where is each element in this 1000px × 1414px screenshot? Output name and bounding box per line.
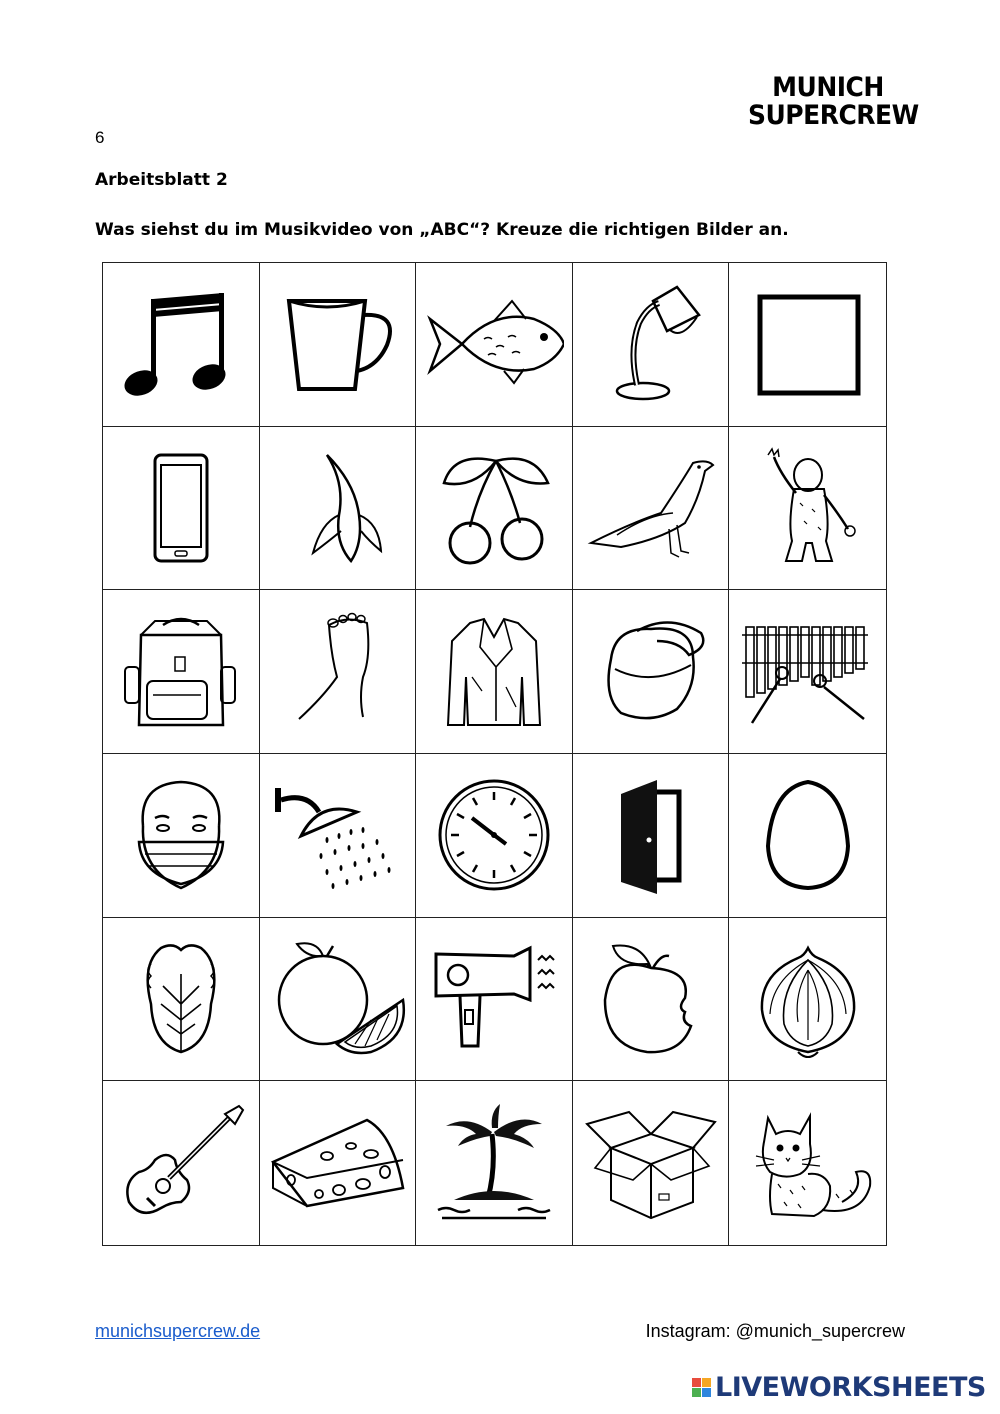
instruction-text: Was siehst du im Musikvideo von „ABC“? Kreuze die richtigen Bilder an. bbox=[95, 220, 789, 240]
picture-grid bbox=[102, 262, 887, 1246]
logo-square-3 bbox=[692, 1388, 701, 1397]
cell-banana[interactable] bbox=[260, 427, 417, 591]
cell-door[interactable] bbox=[573, 754, 730, 918]
cell-backpack[interactable] bbox=[103, 590, 260, 754]
cell-music-notes[interactable] bbox=[103, 263, 260, 427]
square-icon bbox=[738, 279, 878, 409]
onion-icon bbox=[738, 934, 878, 1064]
liveworksheets-logo-icon bbox=[692, 1378, 711, 1397]
cell-smartphone[interactable] bbox=[103, 427, 260, 591]
foot-icon bbox=[267, 607, 407, 737]
cell-shower[interactable] bbox=[260, 754, 417, 918]
website-link[interactable]: munichsupercrew.de bbox=[95, 1321, 261, 1341]
cell-clock[interactable] bbox=[416, 754, 573, 918]
cell-orange[interactable] bbox=[260, 918, 417, 1082]
cheese-icon bbox=[267, 1098, 407, 1228]
banana-icon bbox=[267, 443, 407, 573]
brand-line-2: SUPERCREW bbox=[748, 99, 919, 131]
egg-icon bbox=[738, 770, 878, 900]
cup-icon bbox=[267, 279, 407, 409]
shower-icon bbox=[267, 770, 407, 900]
brand-logo bbox=[748, 71, 919, 131]
smartphone-icon bbox=[111, 443, 251, 573]
clock-icon bbox=[424, 770, 564, 900]
cell-jacket[interactable] bbox=[416, 590, 573, 754]
cell-xylophone[interactable] bbox=[729, 590, 886, 754]
desk-lamp-icon bbox=[581, 279, 721, 409]
cell-cream-jar[interactable] bbox=[573, 590, 730, 754]
face-mask-icon bbox=[111, 770, 251, 900]
fish-icon bbox=[424, 279, 564, 409]
cell-egg[interactable] bbox=[729, 754, 886, 918]
palm-island-icon bbox=[424, 1098, 564, 1228]
cell-cheese[interactable] bbox=[260, 1081, 417, 1245]
liveworksheets-watermark bbox=[692, 1372, 986, 1403]
cell-hair-dryer[interactable] bbox=[416, 918, 573, 1082]
lettuce-icon bbox=[111, 934, 251, 1064]
yeti-icon bbox=[738, 443, 878, 573]
logo-square-1 bbox=[692, 1378, 701, 1387]
apple-icon bbox=[581, 934, 721, 1064]
cell-cup[interactable] bbox=[260, 263, 417, 427]
hair-dryer-icon bbox=[424, 934, 564, 1064]
cell-desk-lamp[interactable] bbox=[573, 263, 730, 427]
cell-foot[interactable] bbox=[260, 590, 417, 754]
brand-line-1: MUNICH bbox=[772, 71, 884, 103]
liveworksheets-text: LIVEWORKSHEETS bbox=[715, 1372, 986, 1403]
orange-icon bbox=[267, 934, 407, 1064]
cell-onion[interactable] bbox=[729, 918, 886, 1082]
door-icon bbox=[581, 770, 721, 900]
cell-apple[interactable] bbox=[573, 918, 730, 1082]
cell-cat[interactable] bbox=[729, 1081, 886, 1245]
box-icon bbox=[581, 1098, 721, 1228]
backpack-icon bbox=[111, 607, 251, 737]
cell-guitar[interactable] bbox=[103, 1081, 260, 1245]
cat-icon bbox=[738, 1098, 878, 1228]
cell-seagull[interactable] bbox=[573, 427, 730, 591]
cell-face-mask[interactable] bbox=[103, 754, 260, 918]
seagull-icon bbox=[581, 443, 721, 573]
cell-palm-island[interactable] bbox=[416, 1081, 573, 1245]
guitar-icon bbox=[111, 1098, 251, 1228]
cell-square[interactable] bbox=[729, 263, 886, 427]
cell-yeti[interactable] bbox=[729, 427, 886, 591]
logo-square-2 bbox=[702, 1378, 711, 1387]
cell-fish[interactable] bbox=[416, 263, 573, 427]
logo-square-4 bbox=[702, 1388, 711, 1397]
cherries-icon bbox=[424, 443, 564, 573]
worksheet-title: Arbeitsblatt 2 bbox=[95, 170, 228, 190]
cell-box[interactable] bbox=[573, 1081, 730, 1245]
jacket-icon bbox=[424, 607, 564, 737]
xylophone-icon bbox=[738, 607, 878, 737]
instagram-handle: Instagram: @munich_supercrew bbox=[645, 1321, 905, 1341]
cream-jar-icon bbox=[581, 607, 721, 737]
page-number: 6 bbox=[95, 128, 105, 147]
cell-cherries[interactable] bbox=[416, 427, 573, 591]
cell-lettuce[interactable] bbox=[103, 918, 260, 1082]
music-notes-icon bbox=[111, 279, 251, 409]
